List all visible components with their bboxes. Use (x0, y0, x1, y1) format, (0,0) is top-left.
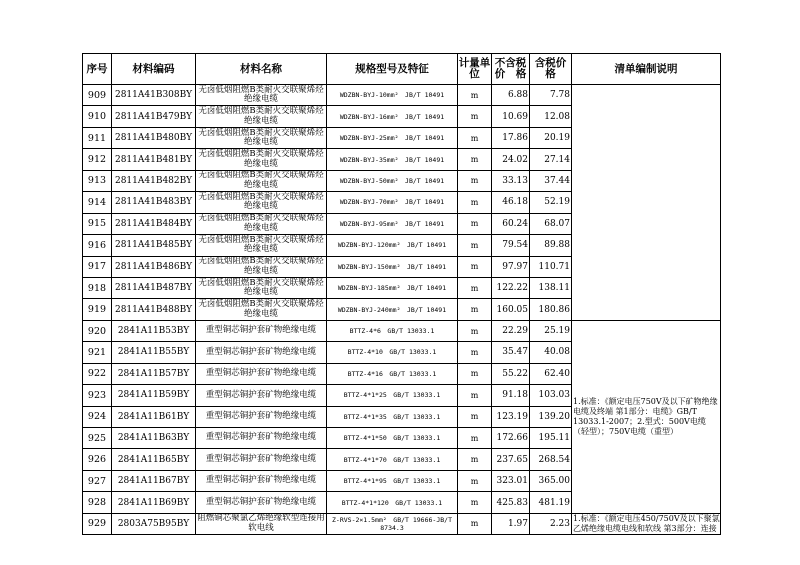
row-price-incl-tax: 62.40 (530, 363, 572, 384)
row-price-incl-tax: 7.78 (530, 85, 572, 106)
row-index: 921 (83, 342, 112, 363)
row-material-name: 无卤低烟阻燃B类耐火交联聚烯烃绝缘电缆 (196, 85, 327, 106)
row-price-excl-tax: 10.69 (492, 106, 530, 127)
row-index: 911 (83, 127, 112, 148)
row-material-code: 2811A41B480BY (112, 127, 196, 148)
row-material-code: 2811A41B479BY (112, 106, 196, 127)
row-price-incl-tax: 110.71 (530, 256, 572, 277)
row-price-incl-tax: 20.19 (530, 127, 572, 148)
row-material-code: 2841A11B53BY (112, 320, 196, 341)
row-material-name: 无卤低烟阻燃B类耐火交联聚烯烃绝缘电缆 (196, 127, 327, 148)
row-index: 924 (83, 406, 112, 427)
row-unit: m (458, 170, 492, 191)
row-price-incl-tax: 40.08 (530, 342, 572, 363)
header-notes: 清单编制说明 (572, 54, 721, 85)
row-index: 916 (83, 235, 112, 256)
row-price-incl-tax: 268.54 (530, 449, 572, 470)
row-unit: m (458, 299, 492, 320)
row-spec: WDZBN-BYJ-10mm² JB/T 10491 (327, 85, 458, 106)
header-spec: 规格型号及特征 (327, 54, 458, 85)
row-index: 909 (83, 85, 112, 106)
row-price-incl-tax: 180.86 (530, 299, 572, 320)
row-index: 928 (83, 492, 112, 513)
row-price-excl-tax: 237.65 (492, 449, 530, 470)
header-row (83, 54, 721, 85)
table-row (83, 320, 721, 341)
row-price-incl-tax: 89.88 (530, 235, 572, 256)
row-unit: m (458, 470, 492, 491)
row-spec: WDZBN-BYJ-16mm² JB/T 10491 (327, 106, 458, 127)
row-spec: BTTZ-4*1*35 GB/T 13033.1 (327, 406, 458, 427)
row-price-incl-tax: 138.11 (530, 277, 572, 298)
row-material-code: 2811A41B488BY (112, 299, 196, 320)
row-price-incl-tax: 2.23 (530, 513, 572, 534)
row-unit: m (458, 449, 492, 470)
row-price-excl-tax: 17.86 (492, 127, 530, 148)
row-price-excl-tax: 425.83 (492, 492, 530, 513)
row-material-name: 阻燃铜芯聚氯乙烯绝缘软型连接用软电线 (197, 513, 325, 533)
row-index: 923 (83, 385, 112, 406)
row-price-incl-tax: 27.14 (530, 149, 572, 170)
row-price-excl-tax: 160.05 (492, 299, 530, 320)
row-material-code: 2841A11B57BY (112, 363, 196, 384)
row-material-code: 2803A75B95BY (112, 513, 196, 534)
row-material-name: 重型铜芯铜护套矿物绝缘电缆 (196, 449, 327, 470)
row-unit: m (458, 363, 492, 384)
price-list-table (82, 53, 721, 535)
row-material-name: 重型铜芯铜护套矿物绝缘电缆 (196, 492, 327, 513)
row-spec: BTTZ-4*6 GB/T 13033.1 (327, 320, 458, 341)
header-price-incl-tax: 含税价格 (530, 54, 572, 85)
row-unit: m (458, 149, 492, 170)
row-index: 927 (83, 470, 112, 491)
row-material-name: 无卤低烟阻燃B类耐火交联聚烯烃绝缘电缆 (196, 170, 327, 191)
row-index: 914 (83, 192, 112, 213)
row-material-name: 无卤低烟阻燃B类耐火交联聚烯烃绝缘电缆 (196, 235, 327, 256)
row-material-name: 重型铜芯铜护套矿物绝缘电缆 (196, 363, 327, 384)
row-material-code: 2841A11B65BY (112, 449, 196, 470)
row-price-excl-tax: 323.01 (492, 470, 530, 491)
row-price-incl-tax: 139.20 (530, 406, 572, 427)
row-unit: m (458, 277, 492, 298)
row-spec: WDZBN-BYJ-25mm² JB/T 10491 (327, 127, 458, 148)
row-index: 917 (83, 256, 112, 277)
row-price-incl-tax: 25.19 (530, 320, 572, 341)
row-price-excl-tax: 1.97 (492, 513, 530, 534)
header-price-excl-tax: 不含税价 格 (492, 54, 530, 85)
row-material-code: 2811A41B487BY (112, 277, 196, 298)
row-index: 926 (83, 449, 112, 470)
row-material-code: 2841A11B63BY (112, 428, 196, 449)
row-material-code: 2841A11B61BY (112, 406, 196, 427)
row-index: 925 (83, 428, 112, 449)
row-unit: m (458, 106, 492, 127)
row-index: 910 (83, 106, 112, 127)
row-material-name: 无卤低烟阻燃B类耐火交联聚烯烃绝缘电缆 (196, 299, 327, 320)
row-price-incl-tax: 365.00 (530, 470, 572, 491)
row-unit: m (458, 406, 492, 427)
row-price-excl-tax: 22.29 (492, 320, 530, 341)
row-notes: 1.标准：《额定电压750V及以下矿物绝缘电缆及终端 第1部分：电缆》GB/T 13033.1-2007；2.型式：500V电缆（轻型）；750V电缆（重型） (572, 320, 721, 513)
row-material-code: 2811A41B308BY (112, 85, 196, 106)
row-material-code: 2841A11B55BY (112, 342, 196, 363)
row-material-code: 2841A11B67BY (112, 470, 196, 491)
row-unit: m (458, 256, 492, 277)
row-price-excl-tax: 91.18 (492, 385, 530, 406)
row-price-excl-tax: 35.47 (492, 342, 530, 363)
row-price-excl-tax: 60.24 (492, 213, 530, 234)
row-material-name: 重型铜芯铜护套矿物绝缘电缆 (196, 470, 327, 491)
row-index: 922 (83, 363, 112, 384)
row-spec: BTTZ-4*1*25 GB/T 13033.1 (327, 385, 458, 406)
row-material-name: 无卤低烟阻燃B类耐火交联聚烯烃绝缘电缆 (196, 192, 327, 213)
row-spec: BTTZ-4*1*95 GB/T 13033.1 (327, 470, 458, 491)
row-index: 920 (83, 320, 112, 341)
row-index: 913 (83, 170, 112, 191)
row-material-code: 2811A41B481BY (112, 149, 196, 170)
row-spec: WDZBN-BYJ-50mm² JB/T 10491 (327, 170, 458, 191)
row-material-name: 无卤低烟阻燃B类耐火交联聚烯烃绝缘电缆 (196, 213, 327, 234)
row-spec: WDZBN-BYJ-240mm² JB/T 10491 (327, 299, 458, 320)
row-price-excl-tax: 122.22 (492, 277, 530, 298)
row-price-excl-tax: 24.02 (492, 149, 530, 170)
row-material-name: 重型铜芯铜护套矿物绝缘电缆 (196, 342, 327, 363)
row-material-name: 无卤低烟阻燃B类耐火交联聚烯烃绝缘电缆 (196, 106, 327, 127)
table-row (83, 513, 721, 534)
row-price-excl-tax: 6.88 (492, 85, 530, 106)
row-price-excl-tax: 97.97 (492, 256, 530, 277)
row-material-name: 无卤低烟阻燃B类耐火交联聚烯烃绝缘电缆 (196, 149, 327, 170)
table-row (83, 85, 721, 106)
row-price-incl-tax: 12.08 (530, 106, 572, 127)
row-unit: m (458, 385, 492, 406)
row-material-code: 2811A41B483BY (112, 192, 196, 213)
row-price-incl-tax: 37.44 (530, 170, 572, 191)
row-price-incl-tax: 68.07 (530, 213, 572, 234)
row-notes (572, 85, 721, 321)
header-code: 材料编码 (112, 54, 196, 85)
row-spec: WDZBN-BYJ-35mm² JB/T 10491 (327, 149, 458, 170)
row-material-name: 重型铜芯铜护套矿物绝缘电缆 (196, 385, 327, 406)
row-unit: m (458, 192, 492, 213)
row-notes: 1.标准：《额定电压450/750V及以下聚氯乙烯绝缘电缆电线和软线 第3部分：连接 (573, 513, 720, 533)
row-material-code: 2811A41B485BY (112, 235, 196, 256)
row-price-incl-tax: 103.03 (530, 385, 572, 406)
row-spec: WDZBN-BYJ-185mm² JB/T 10491 (327, 277, 458, 298)
row-price-excl-tax: 172.66 (492, 428, 530, 449)
row-price-incl-tax: 481.19 (530, 492, 572, 513)
row-unit: m (458, 342, 492, 363)
row-unit: m (458, 235, 492, 256)
row-material-code: 2841A11B59BY (112, 385, 196, 406)
row-material-code: 2811A41B484BY (112, 213, 196, 234)
row-spec: BTTZ-4*1*70 GB/T 13033.1 (327, 449, 458, 470)
row-price-excl-tax: 55.22 (492, 363, 530, 384)
row-price-incl-tax: 52.19 (530, 192, 572, 213)
row-unit: m (458, 85, 492, 106)
row-material-code: 2811A41B486BY (112, 256, 196, 277)
row-unit: m (458, 213, 492, 234)
header-name: 材料名称 (196, 54, 327, 85)
row-spec: WDZBN-BYJ-120mm² JB/T 10491 (327, 235, 458, 256)
row-spec: WDZBN-BYJ-95mm² JB/T 10491 (327, 213, 458, 234)
row-material-name: 重型铜芯铜护套矿物绝缘电缆 (196, 320, 327, 341)
row-unit: m (458, 428, 492, 449)
row-index: 912 (83, 149, 112, 170)
row-unit: m (458, 492, 492, 513)
row-spec: BTTZ-4*1*50 GB/T 13033.1 (327, 428, 458, 449)
row-index: 929 (83, 513, 112, 534)
row-spec: WDZBN-BYJ-150mm² JB/T 10491 (327, 256, 458, 277)
row-unit: m (458, 513, 492, 534)
row-material-name: 重型铜芯铜护套矿物绝缘电缆 (196, 428, 327, 449)
row-material-name: 无卤低烟阻燃B类耐火交联聚烯烃绝缘电缆 (196, 256, 327, 277)
row-material-name: 重型铜芯铜护套矿物绝缘电缆 (196, 406, 327, 427)
row-spec: BTTZ-4*10 GB/T 13033.1 (327, 342, 458, 363)
row-material-name: 无卤低烟阻燃B类耐火交联聚烯烃绝缘电缆 (196, 277, 327, 298)
row-index: 918 (83, 277, 112, 298)
row-material-code: 2811A41B482BY (112, 170, 196, 191)
header-index: 序号 (83, 54, 112, 85)
row-price-excl-tax: 123.19 (492, 406, 530, 427)
row-spec: BTTZ-4*1*120 GB/T 13033.1 (327, 492, 458, 513)
row-index: 919 (83, 299, 112, 320)
row-unit: m (458, 320, 492, 341)
row-material-code: 2841A11B69BY (112, 492, 196, 513)
row-spec: Z-RVS-2×1.5mm² GB/T 19666-JB/T 8734.3 (327, 513, 458, 534)
row-price-excl-tax: 33.13 (492, 170, 530, 191)
row-spec: BTTZ-4*16 GB/T 13033.1 (327, 363, 458, 384)
row-index: 915 (83, 213, 112, 234)
row-price-excl-tax: 46.18 (492, 192, 530, 213)
header-unit: 计量单位 (458, 54, 492, 85)
row-spec: WDZBN-BYJ-70mm² JB/T 10491 (327, 192, 458, 213)
row-price-incl-tax: 195.11 (530, 428, 572, 449)
row-unit: m (458, 127, 492, 148)
row-price-excl-tax: 79.54 (492, 235, 530, 256)
